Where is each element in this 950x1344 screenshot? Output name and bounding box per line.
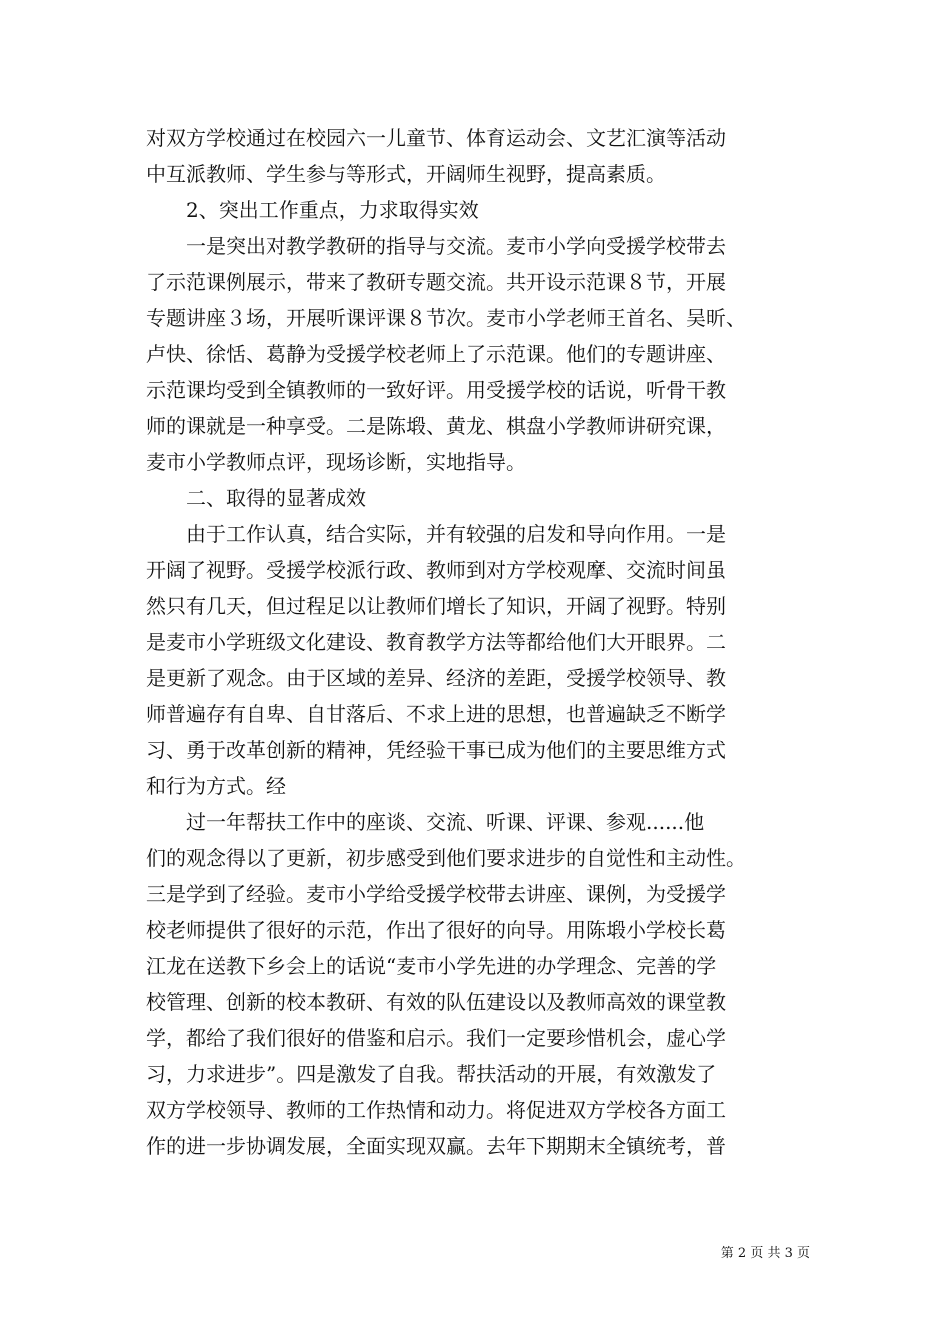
text-line: 校管理、创新的校本教研、有效的队伍建设以及教师高效的课堂教 [146,990,726,1014]
text-line: 开阔了视野。受援学校派行政、教师到对方学校观摩、交流时间虽 [146,558,726,582]
text-line: 师的课就是一种享受。二是陈塅、黄龙、棋盘小学教师讲研究课， [146,414,726,438]
body-text [146,120,808,1164]
text-line: 和行为方式。经 [146,774,286,798]
text-line: 卢快、徐恬、葛静为受援学校老师上了示范课。他们的专题讲座、 [146,342,726,366]
text-line: 师普遍存有自卑、自甘落后、不求上进的思想，也普遍缺乏不断学 [146,702,726,726]
text-line: 然只有几天，但过程足以让教师们增长了知识，开阔了视野。特别 [146,594,726,618]
text-line: 三是学到了经验。麦市小学给受援学校带去讲座、课例，为受援学 [146,882,726,906]
section-heading: 二、取得的显著成效 [146,486,366,510]
text-line: 双方学校领导、教师的工作热情和动力。将促进双方学校各方面工 [146,1098,726,1122]
text-line: 麦市小学教师点评，现场诊断，实地指导。 [146,450,526,474]
text-line: 习、勇于改革创新的精神，凭经验干事已成为他们的主要思维方式 [146,738,726,762]
text-line: 是麦市小学班级文化建设、教育教学方法等都给他们大开眼界。二 [146,630,726,654]
page-number: 第 2 页 共 3 页 [720,1246,810,1261]
text-line: 校老师提供了很好的示范，作出了很好的向导。用陈塅小学校长葛 [146,918,726,942]
text-line: 对双方学校通过在校园六一儿童节、体育运动会、文艺汇演等活动 [146,126,726,150]
text-line: 了示范课例展示，带来了教研专题交流。共开设示范课８节，开展 [146,270,726,294]
text-line: 学，都给了我们很好的借鉴和启示。我们一定要珍惜机会，虚心学 [146,1026,726,1050]
text-line: 一是突出对教学教研的指导与交流。麦市小学向受援学校带去 [146,234,726,258]
text-line: 江龙在送教下乡会上的话说“麦市小学先进的办学理念、完善的学 [146,954,717,978]
text-line: 作的进一步协调发展，全面实现双赢。去年下期期末全镇统考，普 [146,1134,726,1158]
text-line: 专题讲座３场，开展听课评课８节次。麦市小学老师王首名、吴昕、 [146,306,746,330]
text-line: 中互派教师、学生参与等形式，开阔师生视野，提高素质。 [146,162,666,186]
text-line: 过一年帮扶工作中的座谈、交流、听课、评课、参观......他 [146,810,705,834]
text-line: 由于工作认真，结合实际，并有较强的启发和导向作用。一是 [146,522,726,546]
text-line: 是更新了观念。由于区域的差异、经济的差距，受援学校领导、教 [146,666,726,690]
text-line: 习，力求进步”。四是激发了自我。帮扶活动的开展，有效激发了 [146,1062,717,1086]
text-line: 们的观念得以了更新，初步感受到他们要求进步的自觉性和主动性。 [146,846,746,870]
section-heading: 2、突出工作重点，力求取得实效 [146,198,479,222]
text-line: 示范课均受到全镇教师的一致好评。用受援学校的话说，听骨干教 [146,378,726,402]
